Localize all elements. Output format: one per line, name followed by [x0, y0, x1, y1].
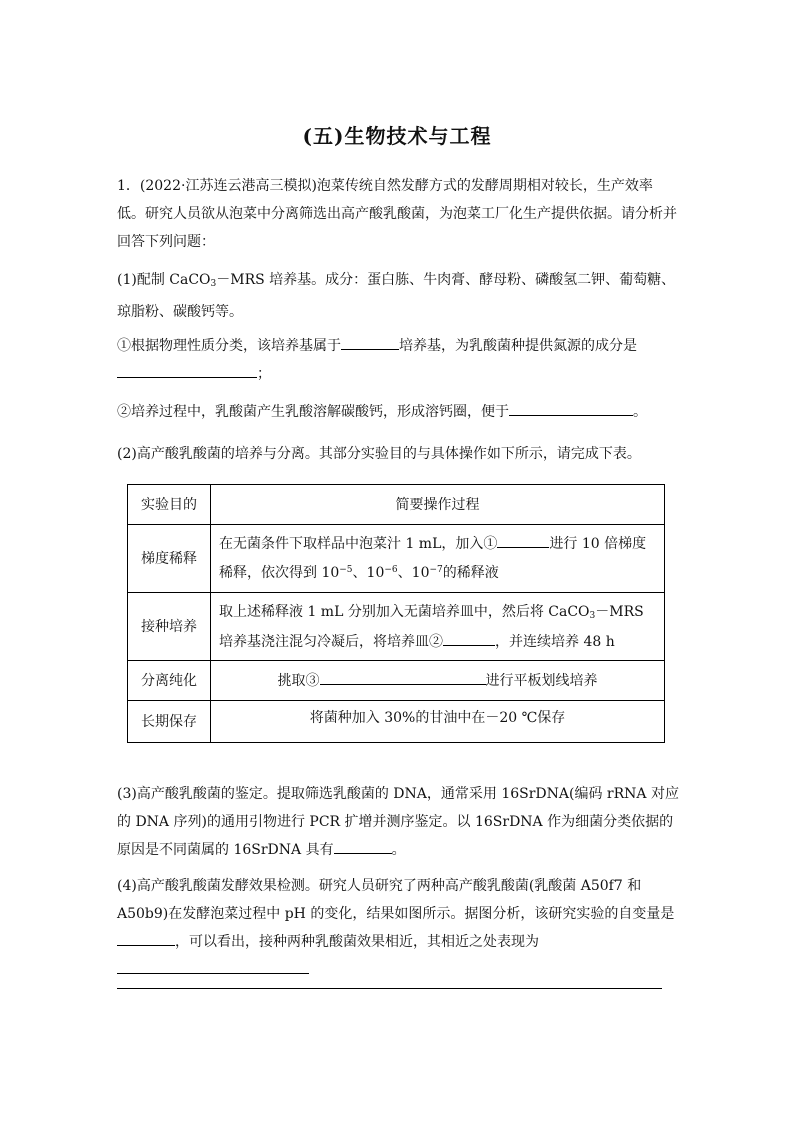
cell-superscript: −6 — [384, 565, 398, 575]
part1-text — [117, 266, 679, 326]
cell-text: ，并连续培养 48 h — [495, 633, 615, 650]
table-cell-purpose: 接种培养 — [128, 593, 211, 661]
table-cell-purpose: 梯度稀释 — [128, 525, 211, 593]
experiment-table — [127, 484, 665, 743]
part3-text — [117, 780, 679, 864]
table-header-procedure: 简要操作过程 — [211, 485, 665, 525]
cell-text: 、10 — [352, 565, 385, 581]
table-row — [128, 593, 665, 661]
part4-text-a: (4)高产酸乳酸菌发酵效果检测。研究人员研究了两种高产酸乳酸菌(乳酸菌 A50f7 和 A50b9)在发酵泡菜过程中 pH 的变化，结果如图所示。据图分析，该研究实验的自变量是 — [117, 878, 675, 922]
part3-text-body: (3)高产酸乳酸菌的鉴定。提取筛选乳酸菌的 DNA，通常采用 16SrDNA(编码 rRNA 对应的 DNA 序列)的通用引物进行 PCR 扩增并测序鉴定。以 16SrDNA 作为细菌分类依据的原因是不同菌属的 16SrDNA 具有 — [117, 786, 679, 858]
part4-text-b: ，可以看出，接种两种乳酸菌效果相近，其相近之处表现为 — [175, 934, 539, 950]
cell-text: 挑取③ — [277, 672, 320, 689]
part1-subscript: 3 — [210, 279, 217, 289]
part4-text — [117, 872, 679, 984]
part1-q1-text-b: 培养基，为乳酸菌种提供氮源的成分是 — [399, 338, 637, 354]
part1-question1 — [117, 332, 679, 388]
question-intro: 1．(2022·江苏连云港高三模拟)泡菜传统自然发酵方式的发酵周期相对较长，生产效率低。研究人员欲从泡菜中分离筛选出高产酸乳酸菌，为泡菜工厂化生产提供依据。请分析并回答下列问题： — [117, 178, 677, 250]
answer-blank[interactable] — [341, 333, 399, 350]
cell-text: －MRS 培养基浇注混匀冷凝后，将培养皿② — [219, 603, 644, 650]
table-row — [128, 661, 665, 701]
cell-superscript: −7 — [429, 565, 443, 575]
part1-question2 — [117, 398, 679, 426]
part1-text-b: －MRS 培养基。成分：蛋白胨、牛肉膏、酵母粉、磷酸氢二钾、葡萄糖、琼脂粉、碳酸钙等。 — [117, 272, 676, 320]
table-header-purpose: 实验目的 — [128, 485, 211, 525]
table-row — [128, 485, 665, 525]
part1-q2-text-b: 。 — [633, 404, 647, 420]
table-cell-procedure: 将菌种加入 30%的甘油中在－20 ℃保存 — [211, 701, 665, 743]
cell-subscript: 3 — [589, 610, 596, 621]
cell-text: 、10 — [397, 565, 430, 581]
answer-line[interactable] — [117, 988, 662, 989]
part1-q1-text-a: ①根据物理性质分类，该培养基属于 — [117, 338, 341, 354]
table-row — [128, 525, 665, 593]
answer-blank[interactable] — [497, 531, 549, 548]
table-cell-procedure — [211, 525, 665, 593]
table-cell-purpose: 分离纯化 — [128, 661, 211, 701]
answer-blank[interactable] — [509, 399, 633, 416]
answer-blank[interactable] — [117, 929, 175, 946]
answer-blank[interactable] — [443, 629, 495, 646]
page-title: (五)生物技术与工程 — [302, 124, 492, 148]
cell-text: 进行平板划线培养 — [485, 672, 598, 689]
answer-blank[interactable] — [320, 668, 486, 685]
answer-blank[interactable] — [117, 361, 257, 378]
answer-blank[interactable] — [117, 957, 309, 974]
table-cell-procedure — [211, 593, 665, 661]
cell-text: 取上述稀释液 1 mL 分别加入无菌培养皿中，然后将 CaCO — [219, 603, 590, 620]
part1-q2-text-a: ②培养过程中，乳酸菌产生乳酸溶解碳酸钙，形成溶钙圈，便于 — [117, 404, 509, 420]
cell-superscript: −5 — [339, 565, 353, 575]
part1-text-a: (1)配制 CaCO — [117, 272, 211, 288]
table-cell-purpose: 长期保存 — [128, 701, 211, 743]
table-cell-procedure — [211, 661, 665, 701]
cell-text: 在无菌条件下取样品中泡菜汁 1 mL，加入① — [219, 536, 498, 552]
part3-text-end: 。 — [391, 842, 406, 858]
part2-text: (2)高产酸乳酸菌的培养与分离。其部分实验目的与具体操作如下所示，请完成下表。 — [117, 446, 641, 462]
table-row — [128, 701, 665, 743]
cell-text: 的稀释液 — [442, 565, 499, 581]
answer-blank[interactable] — [334, 837, 392, 854]
part1-q1-text-c: ； — [257, 366, 271, 382]
cell-text: 进行 10 倍梯度稀释，依次得到 10 — [219, 536, 647, 581]
